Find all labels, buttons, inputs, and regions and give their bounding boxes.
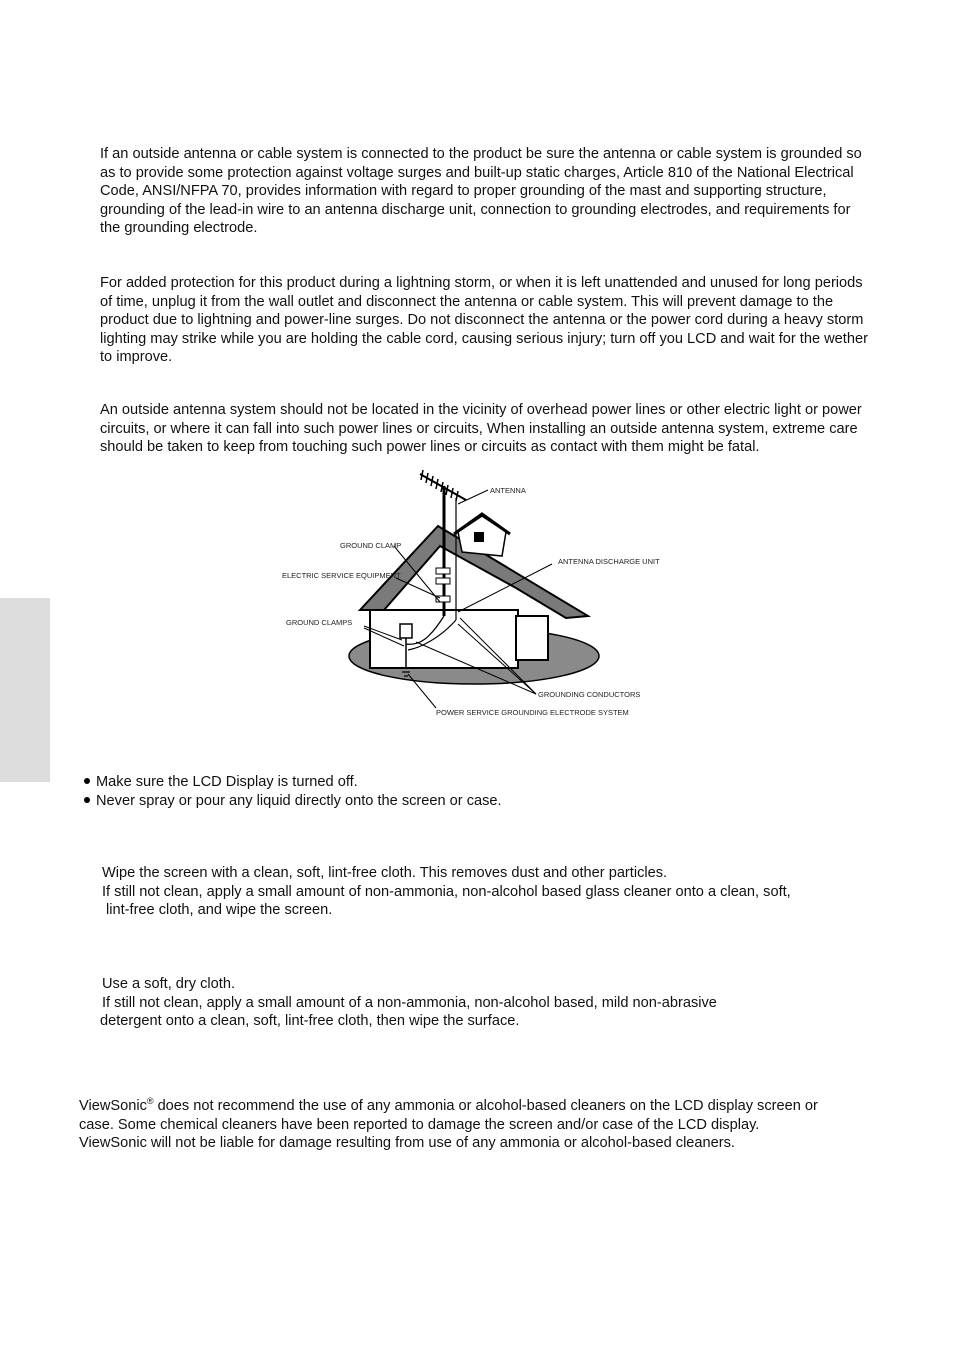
disclaimer-line-3: ViewSonic will not be liable for damage resulting from use of any ammonia or alcohol-based cleaners. (79, 1135, 735, 1152)
label-ground-clamps: GROUND CLAMPS (286, 618, 353, 627)
grounding-paragraph: If an outside antenna or cable system is connected to the product be sure the antenna or cable system is grounded so as to provide some protection against voltage surges and built-up static charges, Article 810 of the National Electrical Code, ANSI/NFPA 70, provides information with regard to proper grounding of the mast and supporting structure, grounding of the lead-in wire to an antenna discharge unit, connection to grounding electrodes, and requirements for the grounding electrode. (100, 146, 862, 237)
screen-line-1: Wipe the screen with a clean, soft, lint-free cloth. This removes dust and other particles. (102, 865, 668, 881)
screen-line-3: lint-free cloth, and wipe the screen. (106, 902, 333, 919)
label-electrode-system: POWER SERVICE GROUNDING ELECTRODE SYSTEM (436, 708, 629, 717)
antenna-grounding-diagram (270, 468, 670, 723)
screen-line-2: If still not clean, apply a small amount of non-ammonia, non-alcohol based glass cleaner onto a clean, soft, (102, 883, 791, 900)
label-antenna: ANTENNA (490, 486, 526, 495)
brand-name: ViewSonic (79, 1098, 147, 1114)
label-ground-clamp: GROUND CLAMP (340, 541, 402, 550)
label-electric-service: ELECTRIC SERVICE EQUIPMENT (282, 571, 401, 580)
screen-cleaning (102, 864, 791, 920)
disclaimer-line-1-rest: does not recommend the use of any ammonia or alcohol-based cleaners on the LCD display screen or (153, 1098, 818, 1114)
disclaimer (79, 1097, 818, 1153)
case-cleaning (102, 975, 717, 1031)
power-lines-paragraph: An outside antenna system should not be located in the vicinity of overhead power lines or other electric light or power circuits, or where it can fall into such power lines or circuits, When installing an outside antenna system, extreme care should be taken to keep from touching such power lines or circuits as contact with them might be fatal. (100, 402, 862, 456)
house-wall (370, 610, 518, 668)
case-line-2: If still not clean, apply a small amount of a non-ammonia, non-alcohol based, mild non-abrasive (102, 994, 717, 1011)
disclaimer-line-2: case. Some chemical cleaners have been reported to damage the screen and/or case of the LCD display. (79, 1116, 760, 1133)
label-discharge-unit: ANTENNA DISCHARGE UNIT (558, 557, 660, 566)
bullet-icon (84, 797, 90, 803)
bullet-icon (84, 778, 90, 784)
case-line-3: detergent onto a clean, soft, lint-free cloth, then wipe the surface. (100, 1013, 520, 1030)
bullet-item (84, 792, 502, 811)
lightning-paragraph: For added protection for this product during a lightning storm, or when it is left unattended and unused for long periods of time, unplug it from the wall outlet and disconnect the antenna or cable system. This will prevent damage to the product due to lightning and power-line surges. Do not disconnect the antenna or the power cord during a heavy storm lighting may strike while you are holding the cable cord, causing serious injury; turn off you LCD and wait for the wether to improve. (100, 275, 868, 366)
case-line-1: Use a soft, dry cloth. (102, 976, 236, 992)
bullet-text: Never spray or pour any liquid directly onto the screen or case. (96, 793, 502, 809)
disclaimer-line-1 (79, 1097, 818, 1116)
registered-mark: ® (146, 1096, 154, 1107)
label-grounding-conductors: GROUNDING CONDUCTORS (538, 690, 641, 699)
bullet-item (84, 773, 358, 792)
bullet-text: Make sure the LCD Display is turned off. (96, 774, 358, 790)
side-tab-marker (0, 598, 50, 782)
